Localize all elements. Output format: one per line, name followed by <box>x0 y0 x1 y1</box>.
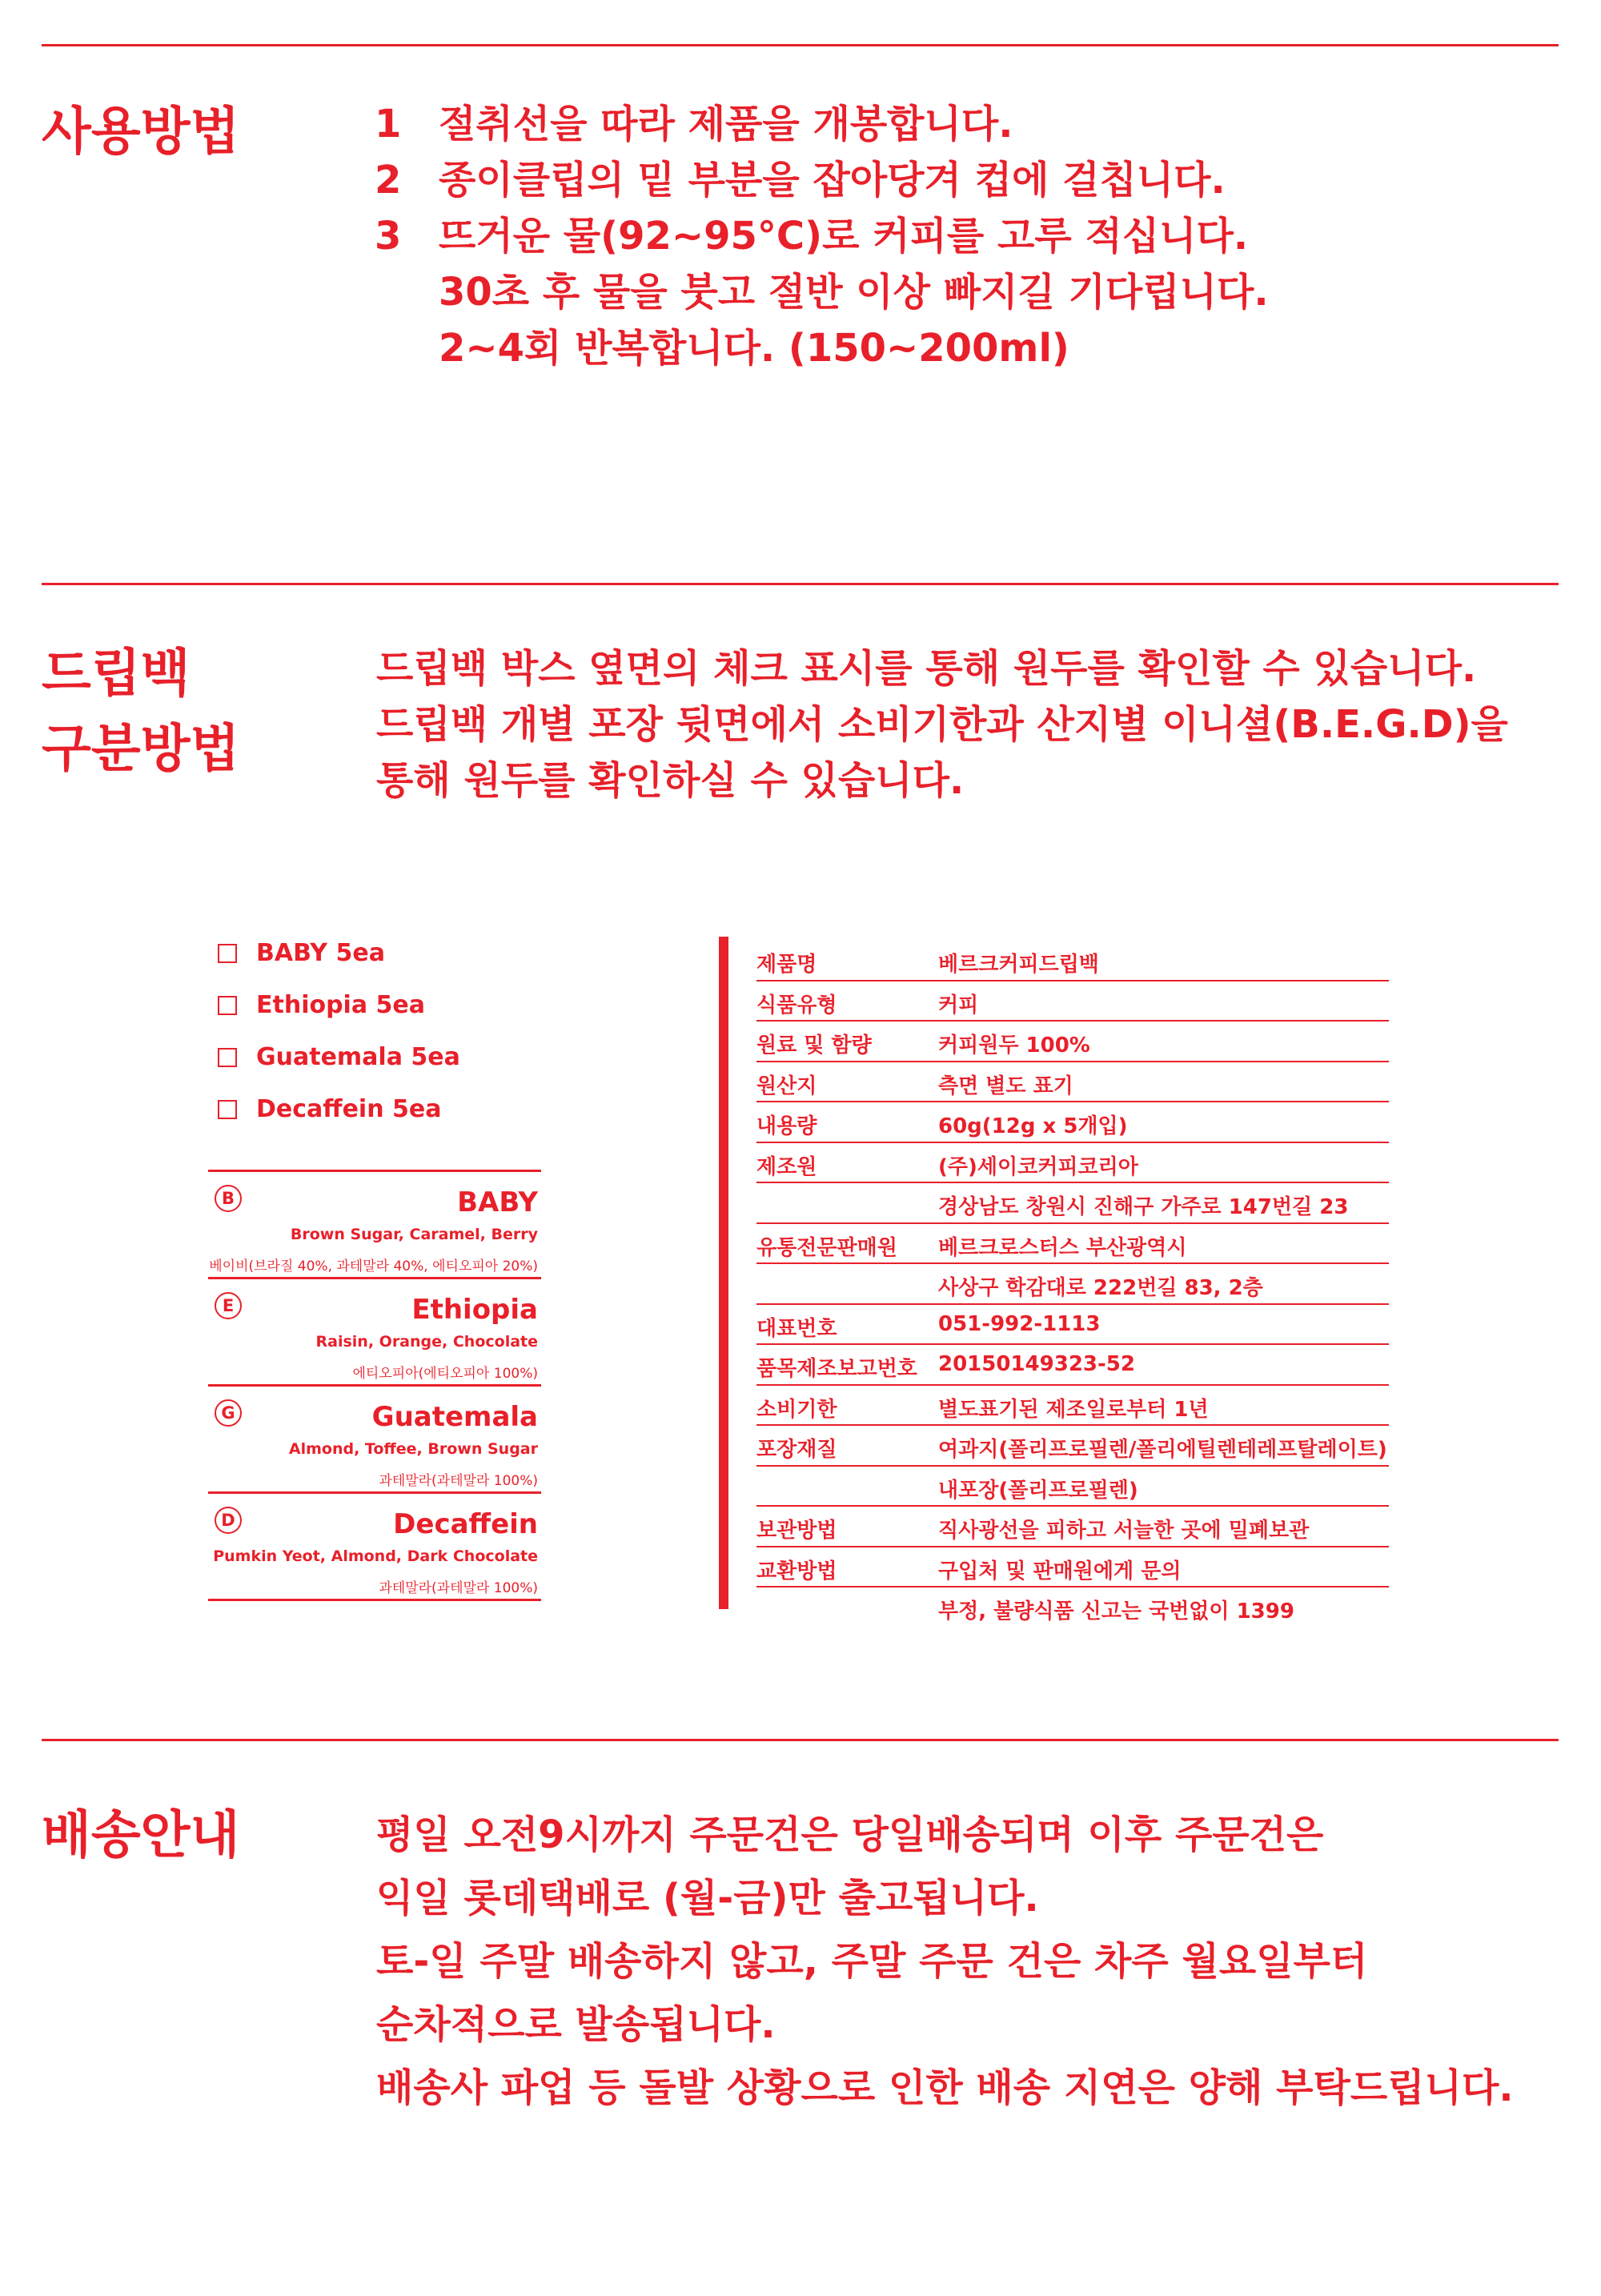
info-row <box>756 1022 1389 1062</box>
info-row <box>756 981 1389 1022</box>
info-label: 원산지 <box>756 1074 817 1098</box>
info-row <box>756 1102 1389 1143</box>
usage-title: 사용방법 <box>42 102 240 162</box>
shipping-line: 익일 롯데택배로 (월-금)만 출고됩니다. <box>376 1876 1039 1921</box>
info-label: 교환방법 <box>756 1559 837 1584</box>
bean-list <box>208 1170 541 1601</box>
bean-card <box>208 1384 541 1491</box>
checkbox-icon <box>218 944 237 963</box>
divider-usage <box>42 44 1559 46</box>
identify-title-line: 구분방법 <box>42 720 240 779</box>
initial-badge-icon: B <box>215 1185 242 1212</box>
bean-notes: Brown Sugar, Caramel, Berry <box>290 1226 538 1243</box>
usage-step <box>375 152 1269 208</box>
usage-step <box>375 96 1269 152</box>
bean-name: Ethiopia <box>411 1294 538 1326</box>
info-row <box>756 1467 1389 1507</box>
info-value: 60g(12g x 5개입) <box>938 1114 1128 1138</box>
info-row <box>756 1305 1389 1346</box>
bean-notes: Pumkin Yeot, Almond, Dark Chocolate <box>213 1547 538 1565</box>
step-number: 2 <box>375 158 402 203</box>
info-row <box>756 1264 1389 1305</box>
bean-blend: 베이비(브라질 40%, 과테말라 40%, 에티오피아 20%) <box>209 1258 538 1274</box>
initial-badge-icon: G <box>215 1399 242 1427</box>
info-row <box>756 1507 1389 1547</box>
info-value: 부정, 불량식품 신고는 국번없이 1399 <box>938 1600 1294 1624</box>
info-label: 소비기한 <box>756 1397 837 1422</box>
info-value: 경상남도 창원시 진해구 가주로 147번길 23 <box>938 1195 1349 1219</box>
bean-card <box>208 1491 541 1599</box>
info-row <box>756 1062 1389 1103</box>
info-value: 커피원두 100% <box>938 1034 1090 1058</box>
bean-name: Guatemala <box>371 1401 538 1433</box>
info-value: 여과지(폴리프로필렌/폴리에틸렌테레프탈레이트) <box>938 1438 1387 1462</box>
bean-list-end-rule <box>208 1599 541 1601</box>
usage-step <box>375 320 1269 376</box>
info-row <box>756 941 1389 981</box>
bean-blend: 에티오피아(에티오피아 100%) <box>352 1366 538 1382</box>
checklist-item <box>218 927 460 979</box>
info-value: 051-992-1113 <box>938 1311 1101 1336</box>
step-number: 1 <box>375 102 402 147</box>
identify-line: 통해 원두를 확인하실 수 있습니다. <box>376 758 965 803</box>
info-label: 유통전문판매원 <box>756 1235 897 1260</box>
info-value: 내포장(폴리프로필렌) <box>938 1478 1138 1503</box>
box-checklist <box>218 927 460 1135</box>
info-row <box>756 1183 1389 1224</box>
shipping-line: 평일 오전9시까지 주문건은 당일배송되며 이후 주문건은 <box>376 1812 1324 1857</box>
info-row <box>756 1588 1389 1627</box>
checklist-label: Guatemala 5ea <box>256 1043 460 1071</box>
info-label: 품목제조보고번호 <box>756 1357 917 1381</box>
step-text: 30초 후 물을 붓고 절반 이상 빠지길 기다립니다. <box>439 270 1269 315</box>
bean-notes: Almond, Toffee, Brown Sugar <box>288 1440 538 1458</box>
divider-shipping <box>42 1739 1559 1741</box>
checkbox-icon <box>218 1100 237 1119</box>
bean-blend: 과테말라(과테말라 100%) <box>379 1473 538 1489</box>
identify-title <box>42 636 239 787</box>
info-label: 내용량 <box>756 1114 817 1138</box>
identify-title-line: 드립백 <box>42 644 191 704</box>
checkbox-icon <box>218 996 237 1015</box>
bean-name: Decaffein <box>393 1508 538 1540</box>
info-row <box>756 1426 1389 1467</box>
info-label: 제품명 <box>756 953 817 977</box>
step-text: 2~4회 반복합니다. (150~200ml) <box>439 326 1069 371</box>
info-value: 베르크로스터스 부산광역시 <box>938 1235 1187 1260</box>
info-value: 구입처 및 판매원에게 문의 <box>938 1559 1182 1584</box>
info-row <box>756 1547 1389 1588</box>
usage-step <box>375 264 1269 320</box>
checklist-item <box>218 1031 460 1083</box>
info-row <box>756 1386 1389 1427</box>
step-text: 종이클립의 밑 부분을 잡아당겨 컵에 걸칩니다. <box>439 158 1226 203</box>
checklist-label: BABY 5ea <box>256 939 385 967</box>
bean-blend: 과테말라(과테말라 100%) <box>379 1580 538 1596</box>
step-text: 뜨거운 물(92~95°C)로 커피를 고루 적십니다. <box>439 214 1249 259</box>
info-label: 식품유형 <box>756 993 837 1018</box>
info-value: 별도표기된 제조일로부터 1년 <box>938 1397 1209 1422</box>
info-value: 베르크커피드립백 <box>938 953 1099 977</box>
bean-card <box>208 1277 541 1384</box>
identify-line: 드립백 박스 옆면의 체크 표시를 통해 원두를 확인할 수 있습니다. <box>376 646 1477 691</box>
info-label: 원료 및 함량 <box>756 1034 872 1058</box>
initial-badge-icon: D <box>215 1507 242 1534</box>
product-info-table <box>756 941 1389 1627</box>
info-value: 커피 <box>938 993 979 1018</box>
usage-step <box>375 208 1269 264</box>
shipping-line: 배송사 파업 등 돌발 상황으로 인한 배송 지연은 양해 부탁드립니다. <box>376 2065 1514 2110</box>
checklist-label: Decaffein 5ea <box>256 1095 442 1123</box>
info-label: 대표번호 <box>756 1316 837 1341</box>
shipping-line: 토-일 주말 배송하지 않고, 주말 주문 건은 차주 월요일부터 <box>376 1939 1368 1984</box>
info-row <box>756 1345 1389 1386</box>
info-accent-bar <box>719 937 728 1609</box>
info-value: 직사광선을 피하고 서늘한 곳에 밀폐보관 <box>938 1519 1310 1543</box>
info-row <box>756 1224 1389 1265</box>
checklist-item <box>218 979 460 1031</box>
info-label: 제조원 <box>756 1154 817 1179</box>
info-label: 보관방법 <box>756 1519 837 1543</box>
info-label: 포장재질 <box>756 1438 837 1462</box>
identify-description <box>376 640 1508 809</box>
checklist-label: Ethiopia 5ea <box>256 991 425 1019</box>
info-value: 사상구 학감대로 222번길 83, 2층 <box>938 1276 1263 1300</box>
bean-card <box>208 1170 541 1277</box>
shipping-description <box>376 1804 1514 2120</box>
checkbox-icon <box>218 1048 237 1067</box>
info-value: (주)세이코커피코리아 <box>938 1154 1138 1179</box>
checklist-item <box>218 1083 460 1135</box>
bean-name: BABY <box>457 1186 538 1218</box>
identify-line: 드립백 개별 포장 뒷면에서 소비기한과 산지별 이니셜(B.E.G.D)을 <box>376 702 1508 747</box>
info-row <box>756 1143 1389 1184</box>
shipping-line: 순차적으로 발송됩니다. <box>376 2002 776 2047</box>
initial-badge-icon: E <box>215 1292 242 1319</box>
info-value: 측면 별도 표기 <box>938 1074 1073 1098</box>
step-number: 3 <box>375 214 402 259</box>
usage-steps <box>375 96 1269 376</box>
shipping-title: 배송안내 <box>42 1806 240 1865</box>
step-text: 절취선을 따라 제품을 개봉합니다. <box>439 102 1013 147</box>
info-value: 20150149323-52 <box>938 1352 1135 1376</box>
divider-identify <box>42 583 1559 585</box>
bean-notes: Raisin, Orange, Chocolate <box>315 1333 538 1351</box>
